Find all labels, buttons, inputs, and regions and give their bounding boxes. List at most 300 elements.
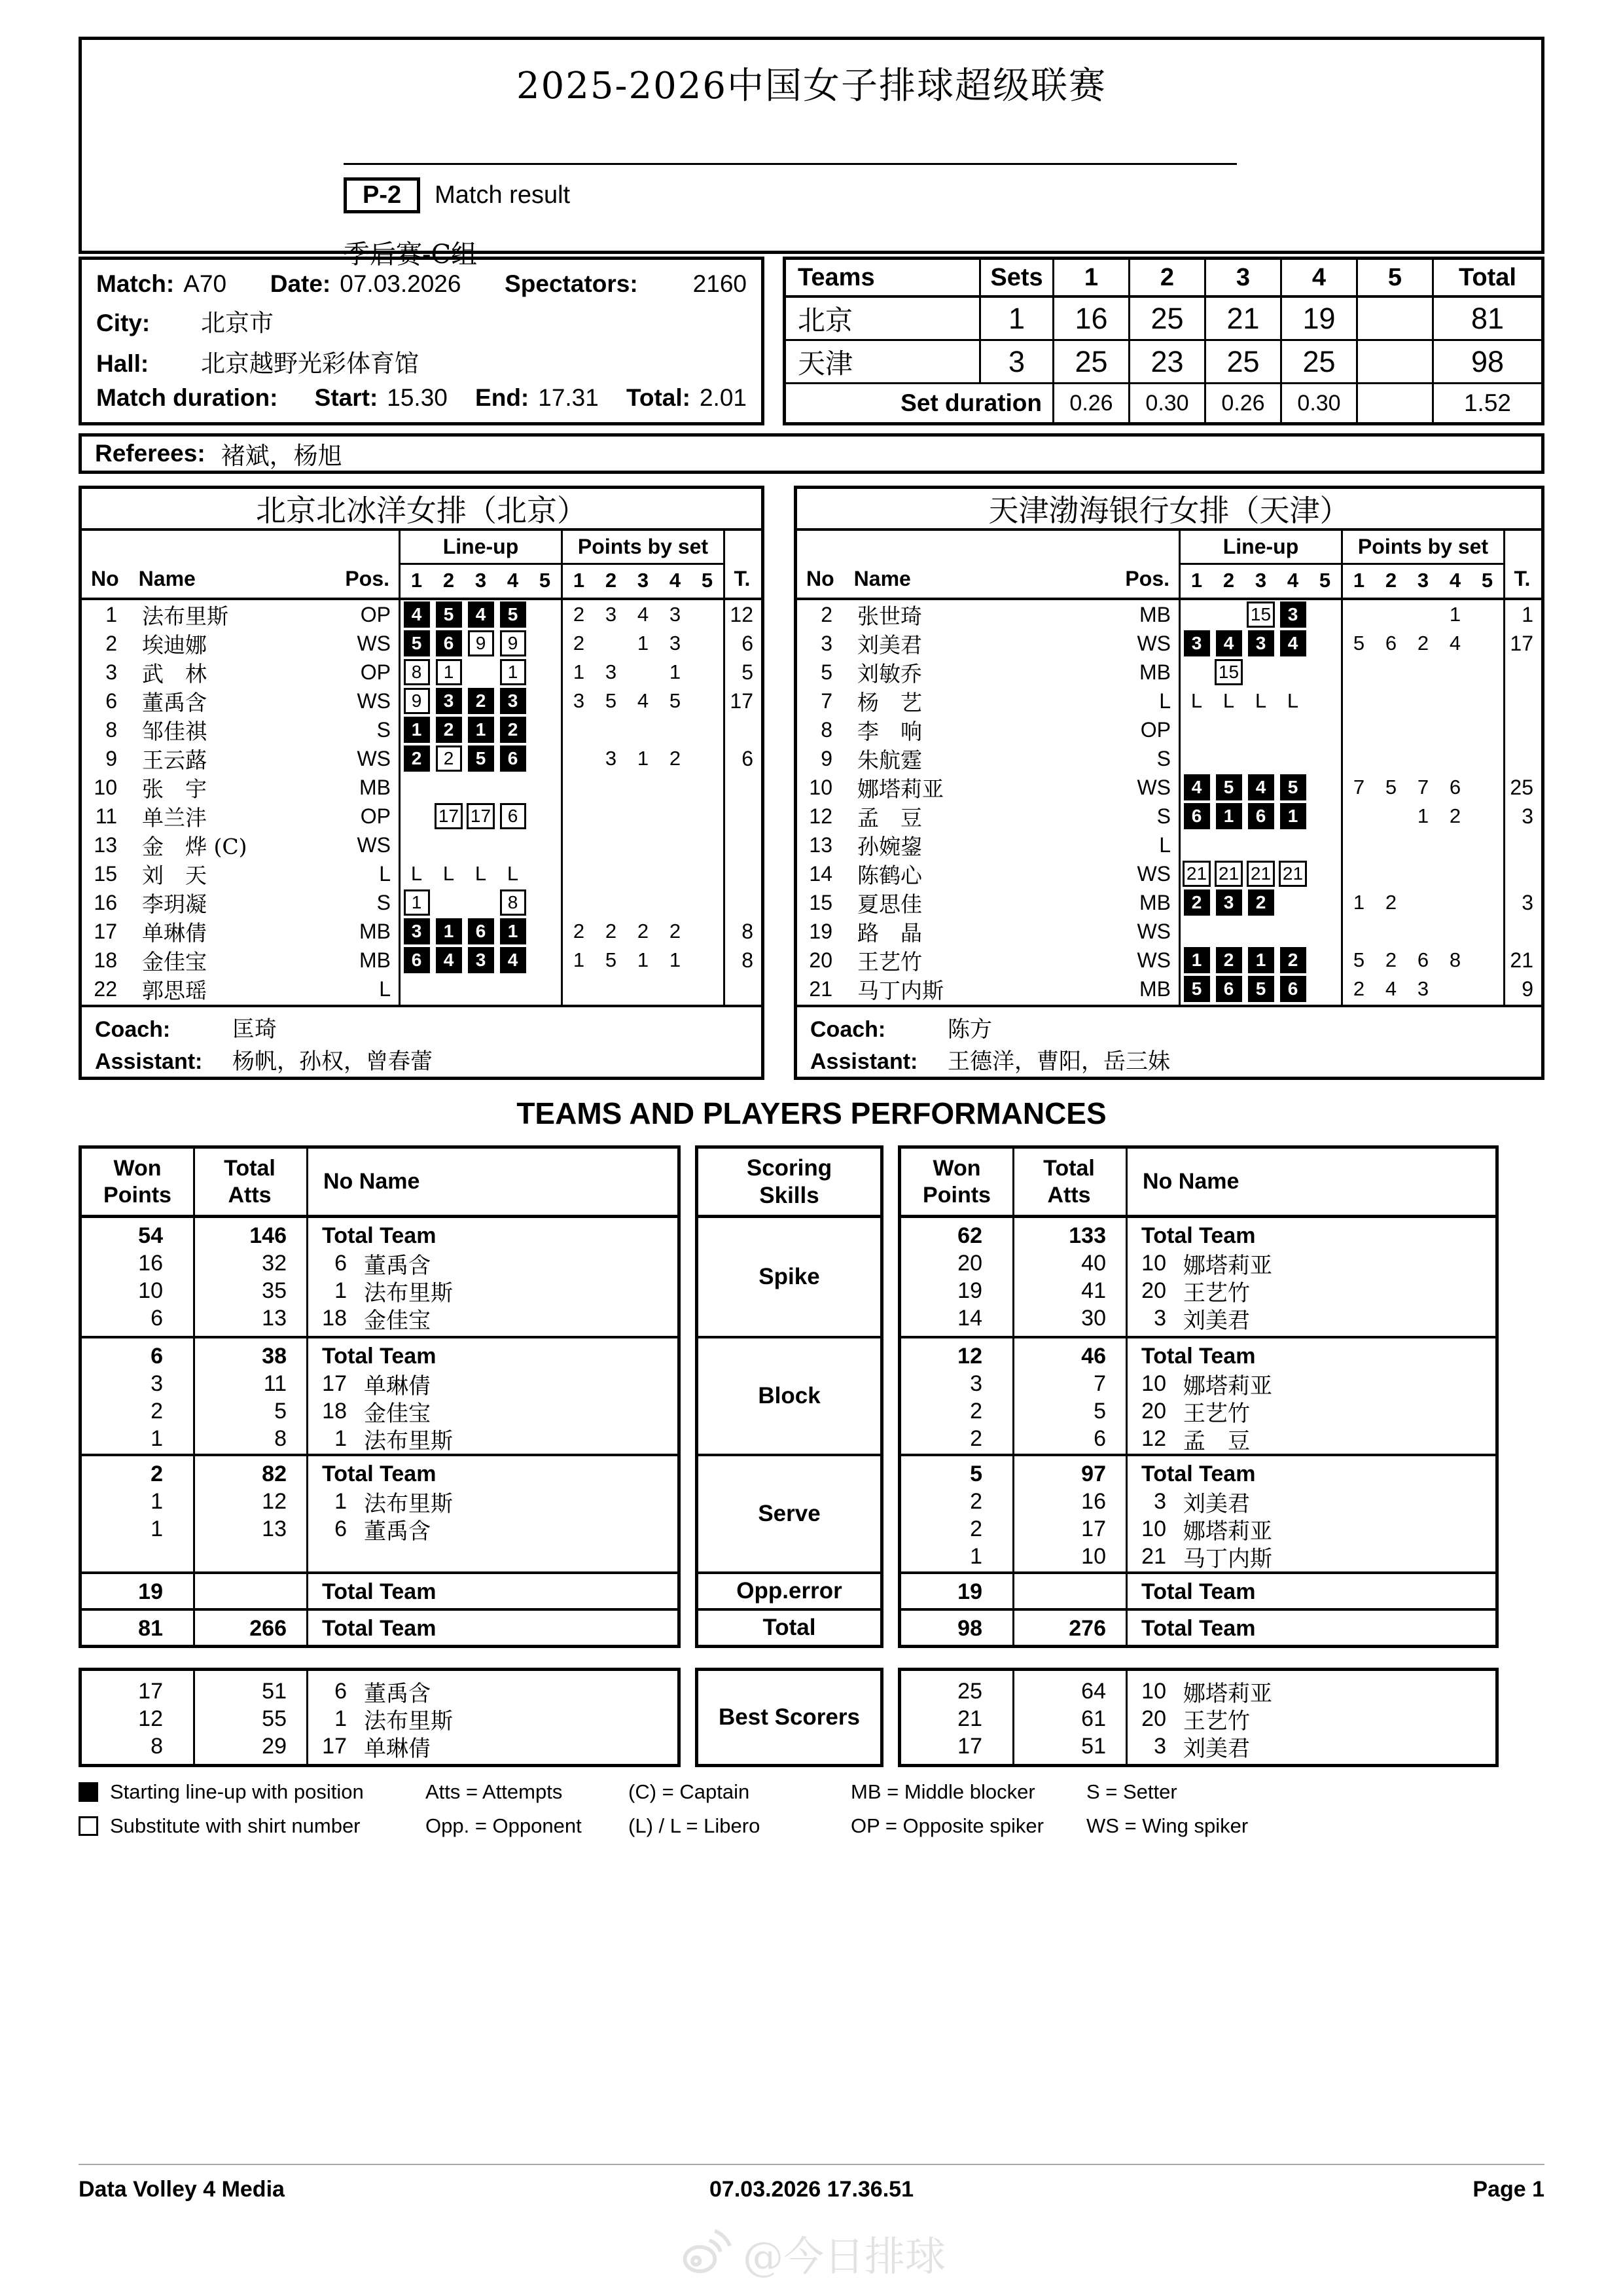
- lineup-cell: [1277, 773, 1309, 802]
- points-by-set: [1439, 715, 1471, 744]
- player-row: [797, 773, 1541, 802]
- won-points: 12: [957, 1343, 982, 1369]
- lineup-cell: [1181, 773, 1213, 802]
- player-points: [561, 715, 723, 744]
- lineup-cell: [1245, 917, 1277, 946]
- player-number: 3: [1154, 1305, 1166, 1331]
- score-header-set5: 5: [1358, 260, 1434, 298]
- points-by-set: [691, 629, 723, 658]
- performance-row: [901, 1397, 1495, 1425]
- performance-row: [901, 1460, 1495, 1488]
- lineup-cell: [529, 629, 561, 658]
- player-name: 单琳倩: [142, 920, 207, 946]
- performance-row: [82, 1249, 677, 1277]
- starting-position-box: 6: [1216, 976, 1242, 1002]
- starting-position-box: 1: [404, 717, 430, 743]
- points-by-set: [1471, 658, 1503, 687]
- legend-item: [79, 1814, 425, 1838]
- player-points: [561, 773, 723, 802]
- starting-position-box: 3: [468, 947, 494, 973]
- assistant-names: 王德洋，曹阳，岳三妹: [948, 1049, 1170, 1075]
- score-sets-won: 3: [981, 341, 1054, 384]
- legend-item: [851, 1814, 1086, 1838]
- lineup-cell: L: [1287, 689, 1299, 712]
- player-lineup: [399, 888, 561, 917]
- player-name: 法布里斯: [364, 1490, 453, 1517]
- points-by-set: [691, 917, 723, 946]
- performance-row: [901, 1732, 1495, 1760]
- set-number: 2: [1385, 569, 1397, 592]
- player-position: L: [1159, 689, 1171, 713]
- set-number: 3: [1417, 569, 1429, 592]
- lineup-cell: [401, 629, 433, 658]
- city-value: 北京市: [201, 309, 274, 337]
- lineup-cell: [1181, 600, 1213, 629]
- player-name: 法布里斯: [364, 1427, 453, 1454]
- legend-text: Opp. = Opponent: [425, 1814, 582, 1837]
- total-atts: 41: [1081, 1278, 1106, 1303]
- points-by-set: [1343, 917, 1375, 946]
- substitute-shirt-box: 9: [500, 630, 526, 656]
- points-by-set: [1375, 715, 1407, 744]
- lineup-cell: L: [507, 862, 519, 885]
- starting-position-box: 2: [404, 745, 430, 772]
- player-number: 10: [1141, 1678, 1166, 1704]
- player-total-points: 3: [1522, 804, 1533, 828]
- lineup-cell: [1213, 715, 1245, 744]
- player-position: MB: [359, 775, 391, 799]
- player-points: [561, 975, 723, 1003]
- starting-position-box: 4: [1216, 630, 1242, 656]
- lineup-cell: [1277, 658, 1309, 687]
- set-number: 1: [410, 569, 423, 592]
- player-name: 陈鹤心: [857, 862, 922, 888]
- divider: [1126, 1149, 1128, 1645]
- lineup-cell: [465, 917, 497, 946]
- legend-item: [1086, 1780, 1544, 1804]
- lineup-cell: [1309, 600, 1341, 629]
- points-by-set: [1471, 859, 1503, 888]
- won-points: 17: [957, 1733, 982, 1759]
- lineup-cell: [1181, 975, 1213, 1003]
- total-atts: 51: [262, 1678, 287, 1704]
- total-label: Total:: [626, 384, 690, 411]
- starting-position-box: 3: [1248, 630, 1274, 656]
- score-header-set1: 1: [1054, 260, 1130, 298]
- player-name: 董禹含: [364, 1252, 431, 1279]
- player-row: [82, 888, 761, 917]
- start-label: Start:: [314, 384, 378, 411]
- substitute-shirt-box: 1: [404, 889, 430, 916]
- legend-item: [628, 1814, 851, 1838]
- starting-position-box: 2: [436, 717, 462, 743]
- legend-item: [628, 1780, 851, 1804]
- competition-title: 2025-2026中国女子排球超级联赛: [516, 65, 1107, 107]
- player-name: 单兰沣: [142, 804, 207, 831]
- player-lineup: [1179, 687, 1341, 715]
- points-by-set: 5: [1353, 632, 1365, 655]
- player-name: 单琳倩: [364, 1735, 431, 1762]
- won-points: 81: [138, 1615, 163, 1641]
- player-number: 6: [105, 689, 117, 713]
- player-lineup: [399, 946, 561, 975]
- lineup-cell: [465, 831, 497, 859]
- set-number: 1: [1353, 569, 1365, 592]
- player-lineup: [399, 658, 561, 687]
- roster-header: [82, 531, 761, 600]
- assistant-line: [95, 1043, 748, 1075]
- player-row: [797, 629, 1541, 658]
- player-position: MB: [1139, 660, 1171, 684]
- player-name: 刘 天: [142, 862, 207, 888]
- points-by-set: 2: [1385, 891, 1397, 914]
- player-row: [797, 831, 1541, 859]
- player-number: 21: [809, 977, 832, 1001]
- header-name: Name: [853, 567, 911, 590]
- player-name: 埃迪娜: [142, 632, 207, 658]
- lineup-cell: [465, 629, 497, 658]
- lineup-cell: [1309, 715, 1341, 744]
- starting-position-box: 3: [500, 688, 526, 714]
- lineup-cell: [1181, 744, 1213, 773]
- lineup-cell: [1213, 600, 1245, 629]
- points-by-set: 3: [669, 632, 681, 655]
- no-name: [1126, 1344, 1495, 1369]
- player-number: 19: [809, 919, 832, 943]
- header-pos: Pos.: [345, 567, 389, 590]
- player-points: [561, 917, 723, 946]
- assistant-line: [810, 1043, 1528, 1075]
- won-points: 14: [957, 1305, 982, 1331]
- header-divider: [344, 163, 1237, 165]
- player-name: 法布里斯: [364, 1280, 453, 1306]
- lineup-cell: [401, 687, 433, 715]
- points-by-set: [1343, 802, 1375, 831]
- lineup-cell: [1309, 773, 1341, 802]
- score-set-points: 25: [1054, 341, 1130, 384]
- lineup-cell: [529, 600, 561, 629]
- won-points: 17: [138, 1678, 163, 1704]
- lineup-cell: L: [1222, 689, 1235, 712]
- points-by-set: 1: [1353, 891, 1365, 914]
- no-name: [306, 1513, 677, 1545]
- substitute-shirt-box: 8: [404, 659, 430, 685]
- won-points: 5: [970, 1461, 982, 1486]
- lineup-cell: [529, 802, 561, 831]
- substitute-shirt-box: 21: [1215, 861, 1243, 887]
- no-name: [1126, 1223, 1495, 1249]
- set-number: 2: [605, 569, 617, 592]
- no-name: [306, 1616, 677, 1641]
- player-name: 金佳宝: [364, 1307, 431, 1334]
- header-lineup-label: Line-up: [1181, 531, 1341, 565]
- starting-position-box: 5: [1280, 774, 1306, 800]
- player-lineup: [399, 859, 561, 888]
- lineup-cell: [465, 687, 497, 715]
- set-duration-value: 0.26: [1206, 384, 1282, 422]
- player-position: WS: [357, 746, 391, 770]
- lineup-cell: [1277, 802, 1309, 831]
- total-atts: 16: [1081, 1488, 1106, 1514]
- player-total-points: 6: [741, 631, 753, 655]
- player-total-points: 5: [741, 660, 753, 684]
- won-points: 12: [138, 1706, 163, 1731]
- points-by-set: 1: [573, 948, 585, 971]
- lineup-cell: [1277, 629, 1309, 658]
- player-number: 1: [334, 1426, 347, 1451]
- player-points: [1341, 658, 1503, 687]
- points-by-set: 5: [1353, 948, 1365, 971]
- lineup-cell: [1245, 773, 1277, 802]
- player-row: [82, 975, 761, 1003]
- lineup-cell: [465, 773, 497, 802]
- best-scorers-label: Best Scorers: [695, 1668, 883, 1767]
- lineup-cell: [1213, 629, 1245, 658]
- points-by-set: [691, 802, 723, 831]
- no-name: [1126, 1616, 1495, 1641]
- total-atts: 146: [249, 1223, 287, 1248]
- player-number: 14: [809, 861, 832, 886]
- performance-section: [901, 1571, 1495, 1608]
- points-by-set: [659, 715, 691, 744]
- legend-item: [851, 1780, 1086, 1804]
- points-by-set: 6: [1417, 948, 1429, 971]
- won-points: 8: [151, 1733, 163, 1759]
- report-header: [79, 37, 1544, 270]
- set-number: 3: [1255, 569, 1267, 592]
- player-lineup: [1179, 888, 1341, 917]
- player-lineup: [1179, 715, 1341, 744]
- lineup-cell: [529, 946, 561, 975]
- divider: [723, 531, 725, 1005]
- performance-row: [901, 1425, 1495, 1452]
- player-position: MB: [1139, 602, 1171, 626]
- city-label: City:: [96, 310, 151, 336]
- lineup-cell: [497, 715, 529, 744]
- scoring-skills-column: [695, 1145, 883, 1648]
- performance-row: [901, 1370, 1495, 1397]
- player-number: 3: [105, 660, 117, 684]
- starting-position-box: 6: [1280, 976, 1306, 1002]
- lineup-cell: [1277, 600, 1309, 629]
- player-name: 金佳宝: [142, 948, 207, 975]
- player-points: [1341, 802, 1503, 831]
- starting-position-box: 1: [1216, 803, 1242, 829]
- performance-row: [901, 1515, 1495, 1543]
- set-number: 3: [474, 569, 487, 592]
- points-by-set: [1343, 715, 1375, 744]
- player-row: [82, 917, 761, 946]
- lineup-cell: [1277, 975, 1309, 1003]
- points-by-set: 5: [605, 948, 617, 971]
- points-by-set: [1375, 831, 1407, 859]
- roster-header-left: [82, 531, 399, 598]
- total-atts: 55: [262, 1706, 287, 1731]
- legend-text: Starting line-up with position: [110, 1780, 364, 1803]
- points-by-set: [1439, 744, 1471, 773]
- points-by-set: 8: [1449, 948, 1461, 971]
- points-by-set: [1407, 859, 1439, 888]
- points-by-set: [563, 859, 595, 888]
- points-by-set: 3: [605, 603, 617, 626]
- footer: [79, 2177, 1544, 2202]
- legend-text: S = Setter: [1086, 1780, 1177, 1803]
- won-points: 1: [151, 1426, 163, 1451]
- lineup-cell: [401, 831, 433, 859]
- no-name: [306, 1223, 677, 1249]
- substitute-shirt-box: 9: [468, 630, 494, 656]
- points-by-set: 3: [669, 603, 681, 626]
- player-points: [1341, 946, 1503, 975]
- starting-position-box: 3: [1184, 630, 1210, 656]
- player-name: Total Team: [1141, 1461, 1256, 1486]
- points-by-set: 2: [1385, 948, 1397, 971]
- points-by-set: [1439, 888, 1471, 917]
- filled-square-icon: [79, 1782, 98, 1802]
- performance-row: [901, 1677, 1495, 1705]
- points-by-set: [659, 773, 691, 802]
- starting-position-box: 5: [436, 601, 462, 628]
- score-team-name: 天津: [786, 341, 981, 384]
- player-points: [1341, 744, 1503, 773]
- player-number: 10: [1141, 1516, 1166, 1541]
- no-name: [1126, 1731, 1495, 1763]
- lineup-cell: [1245, 831, 1277, 859]
- lineup-cell: [401, 658, 433, 687]
- lineup-cell: [497, 658, 529, 687]
- performance-row: [901, 1222, 1495, 1249]
- skill-label: Serve: [698, 1454, 880, 1571]
- player-number: 18: [94, 948, 117, 972]
- header-no: No: [91, 567, 119, 590]
- won-points: 3: [151, 1371, 163, 1396]
- substitute-shirt-box: 15: [1215, 659, 1243, 685]
- player-position: S: [1156, 746, 1171, 770]
- points-by-set: [563, 975, 595, 1003]
- starting-position-box: 4: [404, 601, 430, 628]
- player-number: 9: [821, 746, 832, 770]
- lineup-cell: [401, 715, 433, 744]
- player-name: 娜塔莉亚: [857, 776, 944, 802]
- no-name: [306, 1344, 677, 1369]
- total-atts: 13: [262, 1516, 287, 1541]
- lineup-cell: [1213, 744, 1245, 773]
- points-by-set: [691, 600, 723, 629]
- score-total-points: 81: [1434, 298, 1541, 341]
- lineup-cell: [497, 888, 529, 917]
- points-by-set: 2: [573, 603, 585, 626]
- player-total-points: 21: [1510, 948, 1533, 972]
- referees-label: Referees:: [95, 440, 205, 467]
- player-name: Total Team: [1141, 1579, 1256, 1604]
- performance-table-home: [79, 1145, 681, 1648]
- points-by-set: [1439, 975, 1471, 1003]
- player-position: MB: [1139, 977, 1171, 1001]
- player-total-points: 17: [730, 689, 753, 713]
- won-points: 2: [970, 1516, 982, 1541]
- lineup-cell: [1181, 658, 1213, 687]
- set-number: 5: [701, 569, 713, 592]
- player-name: 武 林: [142, 660, 207, 687]
- points-by-set: [1471, 802, 1503, 831]
- coach-line: [810, 1011, 1528, 1043]
- player-name: Total Team: [322, 1223, 437, 1248]
- lineup-cell: [497, 600, 529, 629]
- lineup-cell: [529, 975, 561, 1003]
- lineup-cell: [401, 946, 433, 975]
- hall-label: Hall:: [96, 350, 149, 377]
- legend-text: Substitute with shirt number: [110, 1814, 361, 1837]
- performance-section: [901, 1336, 1495, 1454]
- points-by-set: [1375, 744, 1407, 773]
- starting-position-box: 1: [436, 918, 462, 944]
- lineup-cell: [1309, 744, 1341, 773]
- player-points: [561, 831, 723, 859]
- lineup-cell: [1277, 831, 1309, 859]
- player-position: WS: [1137, 948, 1171, 972]
- won-points: 1: [151, 1516, 163, 1541]
- roster-header-left: [797, 531, 1179, 598]
- player-number: 11: [95, 804, 117, 828]
- won-points: 62: [957, 1223, 982, 1248]
- divider: [1341, 531, 1343, 1005]
- points-by-set: [627, 975, 659, 1003]
- team-roster-home: [79, 486, 764, 1080]
- player-row: [797, 658, 1541, 687]
- player-number: 10: [809, 775, 832, 799]
- player-name: 邹佳祺: [142, 718, 207, 744]
- points-by-set: [659, 888, 691, 917]
- substitute-shirt-box: 8: [500, 889, 526, 916]
- lineup-cell: [529, 888, 561, 917]
- points-by-set: [1343, 658, 1375, 687]
- set-duration-value: 0.26: [1054, 384, 1130, 422]
- total-atts: 6: [1094, 1426, 1106, 1451]
- points-by-set: [1471, 629, 1503, 658]
- set-number: 2: [1222, 569, 1235, 592]
- performance-row: [82, 1460, 677, 1488]
- starting-position-box: 3: [1280, 601, 1306, 628]
- total-value: 2.01: [699, 384, 747, 411]
- lineup-cell: [1309, 917, 1341, 946]
- lineup-cell: [529, 658, 561, 687]
- lineup-cell: [529, 687, 561, 715]
- lineup-cell: [497, 802, 529, 831]
- header-total: T.: [734, 567, 751, 590]
- points-by-set: [595, 715, 627, 744]
- points-by-set: 5: [669, 689, 681, 712]
- player-lineup: [399, 917, 561, 946]
- points-by-set: [595, 831, 627, 859]
- points-by-set: 5: [1385, 776, 1397, 798]
- player-position: WS: [357, 631, 391, 655]
- lineup-cell: [401, 917, 433, 946]
- points-by-set: [1407, 600, 1439, 629]
- player-row: [82, 629, 761, 658]
- player-name: 李玥凝: [142, 891, 207, 917]
- lineup-cell: [1245, 629, 1277, 658]
- set-number: 4: [1287, 569, 1299, 592]
- points-by-set: [691, 946, 723, 975]
- points-by-set: [1471, 687, 1503, 715]
- points-by-set: 1: [1449, 603, 1461, 626]
- player-name: 夏思佳: [857, 891, 922, 917]
- starting-position-box: 1: [500, 918, 526, 944]
- player-name: Total Team: [322, 1343, 437, 1369]
- footer-page-number: Page 1: [1472, 2177, 1545, 2202]
- performance-section: [82, 1336, 677, 1454]
- performance-table-away: [898, 1145, 1499, 1648]
